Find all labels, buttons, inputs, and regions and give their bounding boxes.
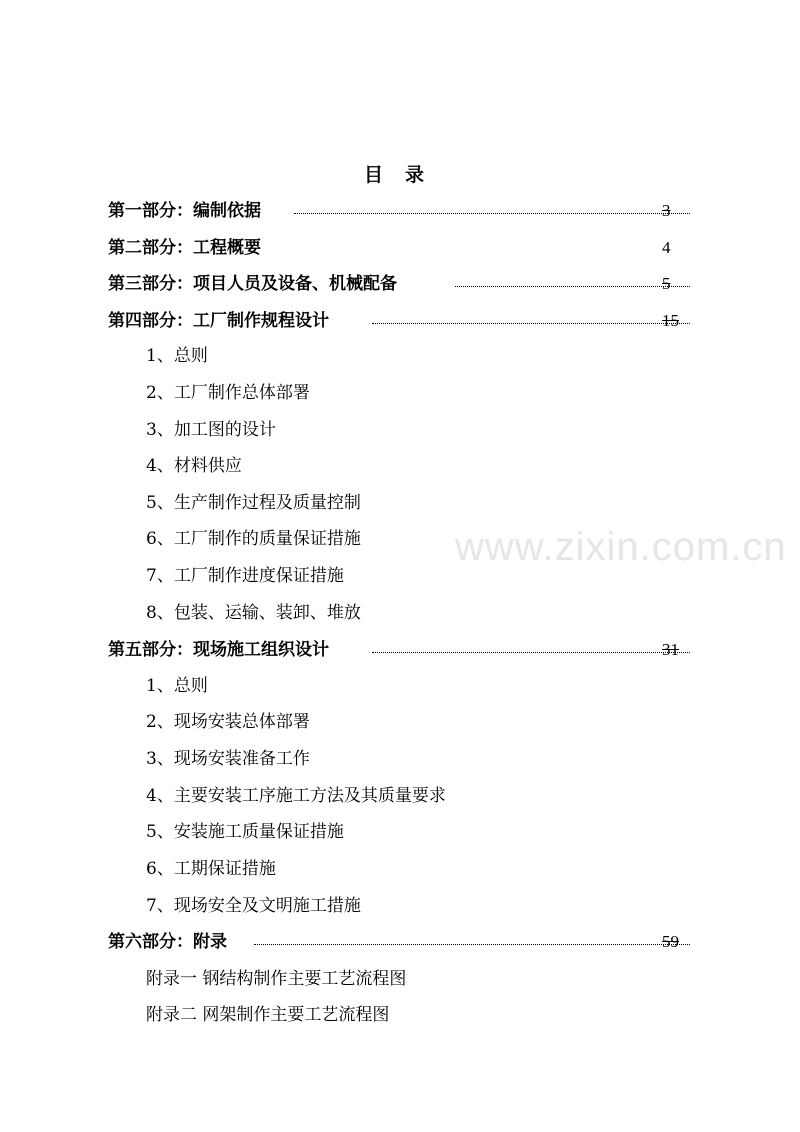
toc-sub-item[interactable]: 3、现场安装准备工作 [146,749,310,769]
toc-part-label: 第一部分：编制依据 [108,201,261,221]
toc-sub-item[interactable]: 7、工厂制作进度保证措施 [146,566,344,586]
toc-entry-part-2[interactable] [0,233,800,263]
toc-entry-part-6[interactable] [0,927,800,957]
toc-entry-part-4[interactable] [0,306,800,336]
toc-entry-part-3[interactable] [0,269,800,299]
toc-leader [372,323,690,324]
toc-sub-item[interactable]: 5、生产制作过程及质量控制 [146,493,361,513]
toc-page-number: 5 [662,274,671,293]
toc-sub-item[interactable]: 4、主要安装工序施工方法及其质量要求 [146,786,446,806]
toc-entry-part-5[interactable] [0,635,800,665]
toc-sub-item[interactable]: 1、总则 [146,346,208,366]
toc-part-label: 第五部分：现场施工组织设计 [108,640,329,660]
toc-leader [294,213,690,214]
toc-page-number: 4 [662,238,671,257]
toc-part-label: 第六部分：附录 [108,932,227,952]
toc-sub-item[interactable]: 2、现场安装总体部署 [146,712,310,732]
toc-page-number: 31 [662,640,679,659]
toc-appendix-item[interactable]: 附录二 网架制作主要工艺流程图 [146,1005,390,1025]
toc-page-number: 3 [662,201,671,220]
toc-sub-item[interactable]: 1、总则 [146,676,208,696]
toc-part-label: 第三部分：项目人员及设备、机械配备 [108,274,397,294]
toc-leader [372,652,690,653]
watermark: www.zixin.com.cn [455,525,787,569]
toc-sub-item[interactable]: 6、工厂制作的质量保证措施 [146,529,361,549]
toc-sub-item[interactable]: 3、加工图的设计 [146,420,276,440]
toc-part-label: 第四部分：工厂制作规程设计 [108,311,329,331]
toc-entry-part-1[interactable] [0,196,800,226]
toc-part-label: 第二部分：工程概要 [108,238,261,258]
toc-appendix-item[interactable]: 附录一 钢结构制作主要工艺流程图 [146,969,407,989]
toc-title: 目录 [363,164,446,186]
toc-sub-item[interactable]: 4、材料供应 [146,456,242,476]
toc-leader [455,286,690,287]
toc-sub-item[interactable]: 6、工期保证措施 [146,859,276,879]
toc-sub-item[interactable]: 2、工厂制作总体部署 [146,383,310,403]
toc-sub-item[interactable]: 7、现场安全及文明施工措施 [146,896,361,916]
toc-page-number: 59 [662,932,679,951]
toc-leader [254,944,690,945]
toc-page-number: 15 [662,311,679,330]
toc-sub-item[interactable]: 5、安装施工质量保证措施 [146,822,344,842]
toc-sub-item[interactable]: 8、包装、运输、装卸、堆放 [146,603,361,623]
